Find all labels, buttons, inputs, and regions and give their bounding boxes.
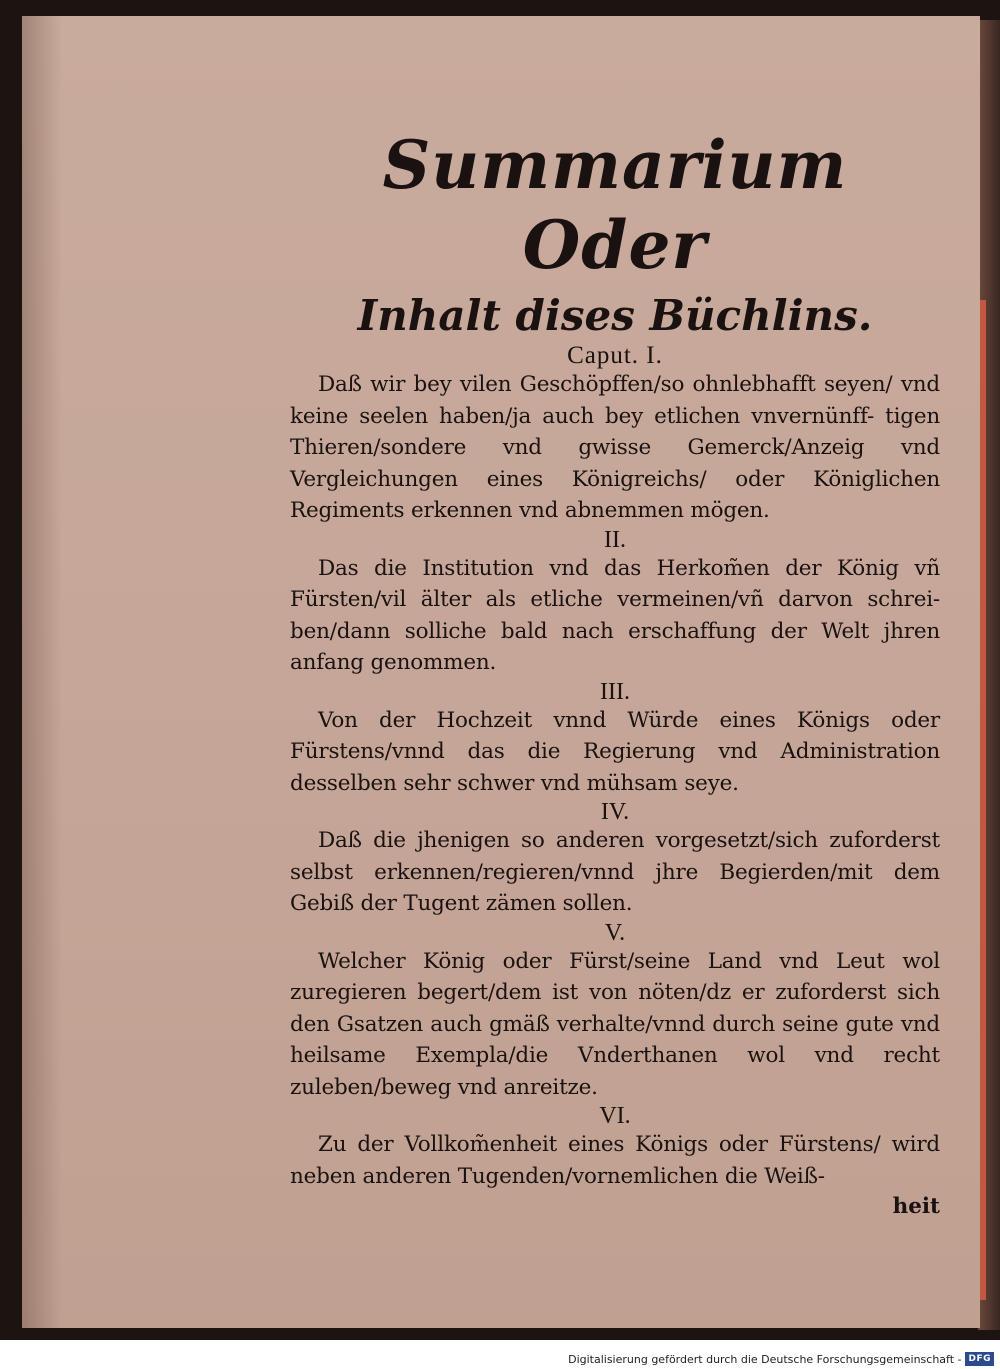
chapter-3-numeral: III. xyxy=(600,678,630,705)
chapter-2-numeral: II. xyxy=(604,526,626,553)
caput-heading: Caput. I. xyxy=(567,342,663,369)
title-line-2: Inhalt dises Büchlins. xyxy=(357,291,873,340)
dfg-logo: DFG xyxy=(965,1352,994,1366)
text-block xyxy=(290,125,940,1222)
chapter-6-numeral: VI. xyxy=(599,1103,631,1129)
chapter-4-text: Daß die jhenigen so anderen vorgesetzt/sich zuforderst selbst erkennen/regieren/vnnd jhre Begierden/mit dem Gebiß der Tugent zämen sollen. xyxy=(290,828,940,916)
chapter-2-text: Das die Institution vnd das Herkom̃en der König vñ Fürsten/vil älter als etliche vermeinen/vñ darvon schrei- ben/dann solliche bald nach erschaffung der Welt jhren anfang genommen. xyxy=(290,555,940,675)
chapter-5-numeral: V. xyxy=(604,919,626,946)
chapter-6-text: Zu der Vollkom̃enheit eines Königs oder Fürstens/ wird neben anderen Tugenden/vornemlichen die Weiß- xyxy=(290,1132,940,1189)
catchword: heit xyxy=(892,1194,940,1219)
chapter-5-text: Welcher König oder Fürst/seine Land vnd Leut wol zuregieren begert/dem ist von nöten/dz er zuforderst sich den Gsatzen auch gmäß verhalte/vnnd durch seine gute vnd heilsame Exempla/die Vnderthanen wol vnd recht zuleben/beweg vnd anreitze. xyxy=(290,948,940,1100)
footer-credit-text: Digitalisierung gefördert durch die Deutsche Forschungsgemeinschaft - xyxy=(568,1352,962,1366)
chapter-4-numeral: IV. xyxy=(600,799,630,825)
footer-credit xyxy=(568,1351,994,1367)
chapter-1-text: Daß wir bey vilen Geschöpffen/so ohnlebhafft seyen/ vnd keine seelen haben/ja auch bey etlichen vnvernünff- tigen Thieren/sondere vnd gwisse Gemerck/Anzeig vnd Vergleichungen eines Königreichs/ oder Königlichen Regiments erkennen vnd abnemmen mögen. xyxy=(290,372,940,523)
gutter-shadow xyxy=(22,16,62,1328)
title-line-1: Summarium Oder xyxy=(382,126,848,284)
chapter-3-text: Von der Hochzeit vnnd Würde eines Königs oder Fürstens/vnnd das die Regierung vnd Administration desselben sehr schwer vnd mühsam seye. xyxy=(290,707,940,796)
